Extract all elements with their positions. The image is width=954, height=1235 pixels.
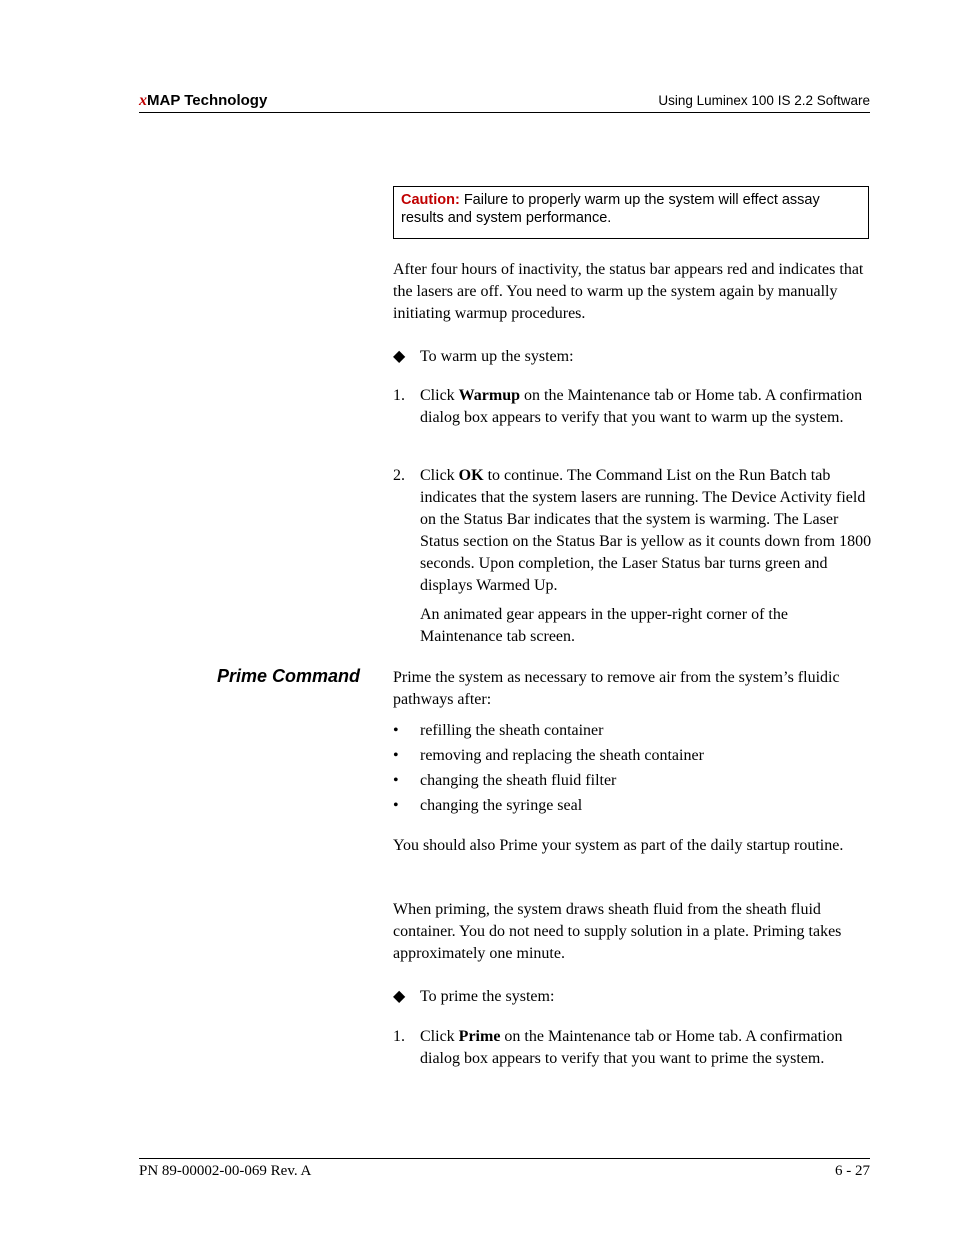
caution-text: Failure to properly warm up the system will effect assay results and system performance. [401, 192, 820, 226]
step-bold: OK [458, 467, 484, 484]
page-number: 6 - 27 [835, 1163, 870, 1179]
section-heading-prime: Prime Command [217, 666, 361, 686]
warmup-step2 [420, 465, 872, 597]
brand-title [139, 92, 267, 110]
step-text: Click [420, 1028, 459, 1045]
prime-step1 [420, 1026, 872, 1070]
page-header [139, 90, 870, 113]
prime-intro: Prime the system as necessary to remove air from the system’s fluidic pathways after: [393, 669, 840, 708]
caution-box [393, 186, 869, 239]
diamond-bullet-icon: ◆ [393, 348, 406, 365]
warmup-step1 [420, 385, 872, 429]
page-footer [139, 1158, 870, 1183]
warmup-step2-number: 2. [393, 467, 405, 484]
bullet-dot: • [393, 797, 399, 814]
brand-text: MAP Technology [147, 92, 268, 109]
prime-bullet-item: changing the syringe seal [420, 797, 583, 814]
prime-paragraph-1: You should also Prime your system as part of the daily startup routine. [393, 837, 844, 854]
warmup-step1-number: 1. [393, 387, 405, 404]
prime-procedure-title: To prime the system: [420, 988, 555, 1005]
part-number: PN 89-00002-00-069 Rev. A [139, 1163, 312, 1179]
prime-step1-number: 1. [393, 1028, 405, 1045]
step-text: on the Maintenance tab or Home tab. A confirmation dialog box appears to verify that you want to warm up the system. [420, 387, 863, 426]
prime-bullet-item: refilling the sheath container [420, 722, 604, 739]
prime-bullet-item: removing and replacing the sheath container [420, 747, 704, 764]
step-bold: Prime [458, 1028, 501, 1045]
bullet-dot: • [393, 772, 399, 789]
bullet-dot: • [393, 722, 399, 739]
bullet-dot: • [393, 747, 399, 764]
step-text: on the Maintenance tab or Home tab. A confirmation dialog box appears to verify that you want to prime the system. [420, 1028, 843, 1067]
warmup-note: An animated gear appears in the upper-right corner of the Maintenance tab screen. [420, 606, 788, 645]
document-title: Using Luminex 100 IS 2.2 Software [658, 93, 870, 108]
caution-label: Caution: [401, 192, 460, 208]
diamond-bullet-icon: ◆ [393, 988, 406, 1005]
warmup-procedure-title: To warm up the system: [420, 348, 574, 365]
brand-x: x [139, 92, 147, 109]
step-text: to continue. The Command List on the Run Batch tab indicates that the system lasers are running. The Device Activity field on the Status Bar indicates that the system is warming. The Laser Status section on the Status Bar is yellow as it counts down from 1800 seconds. Upon completion, the Laser Status bar turns green and displays Warmed Up. [420, 467, 872, 594]
step-text: Click [420, 467, 459, 484]
prime-bullet-item: changing the sheath fluid filter [420, 772, 617, 789]
step-text: Click [420, 387, 459, 404]
step-bold: Warmup [458, 387, 521, 404]
intro-paragraph: After four hours of inactivity, the status bar appears red and indicates that the lasers are off. You need to warm up the system again by manually initiating warmup procedures. [393, 261, 864, 322]
prime-paragraph-2: When priming, the system draws sheath fluid from the sheath fluid container. You do not need to supply solution in a plate. Priming takes approximately one minute. [393, 901, 842, 962]
